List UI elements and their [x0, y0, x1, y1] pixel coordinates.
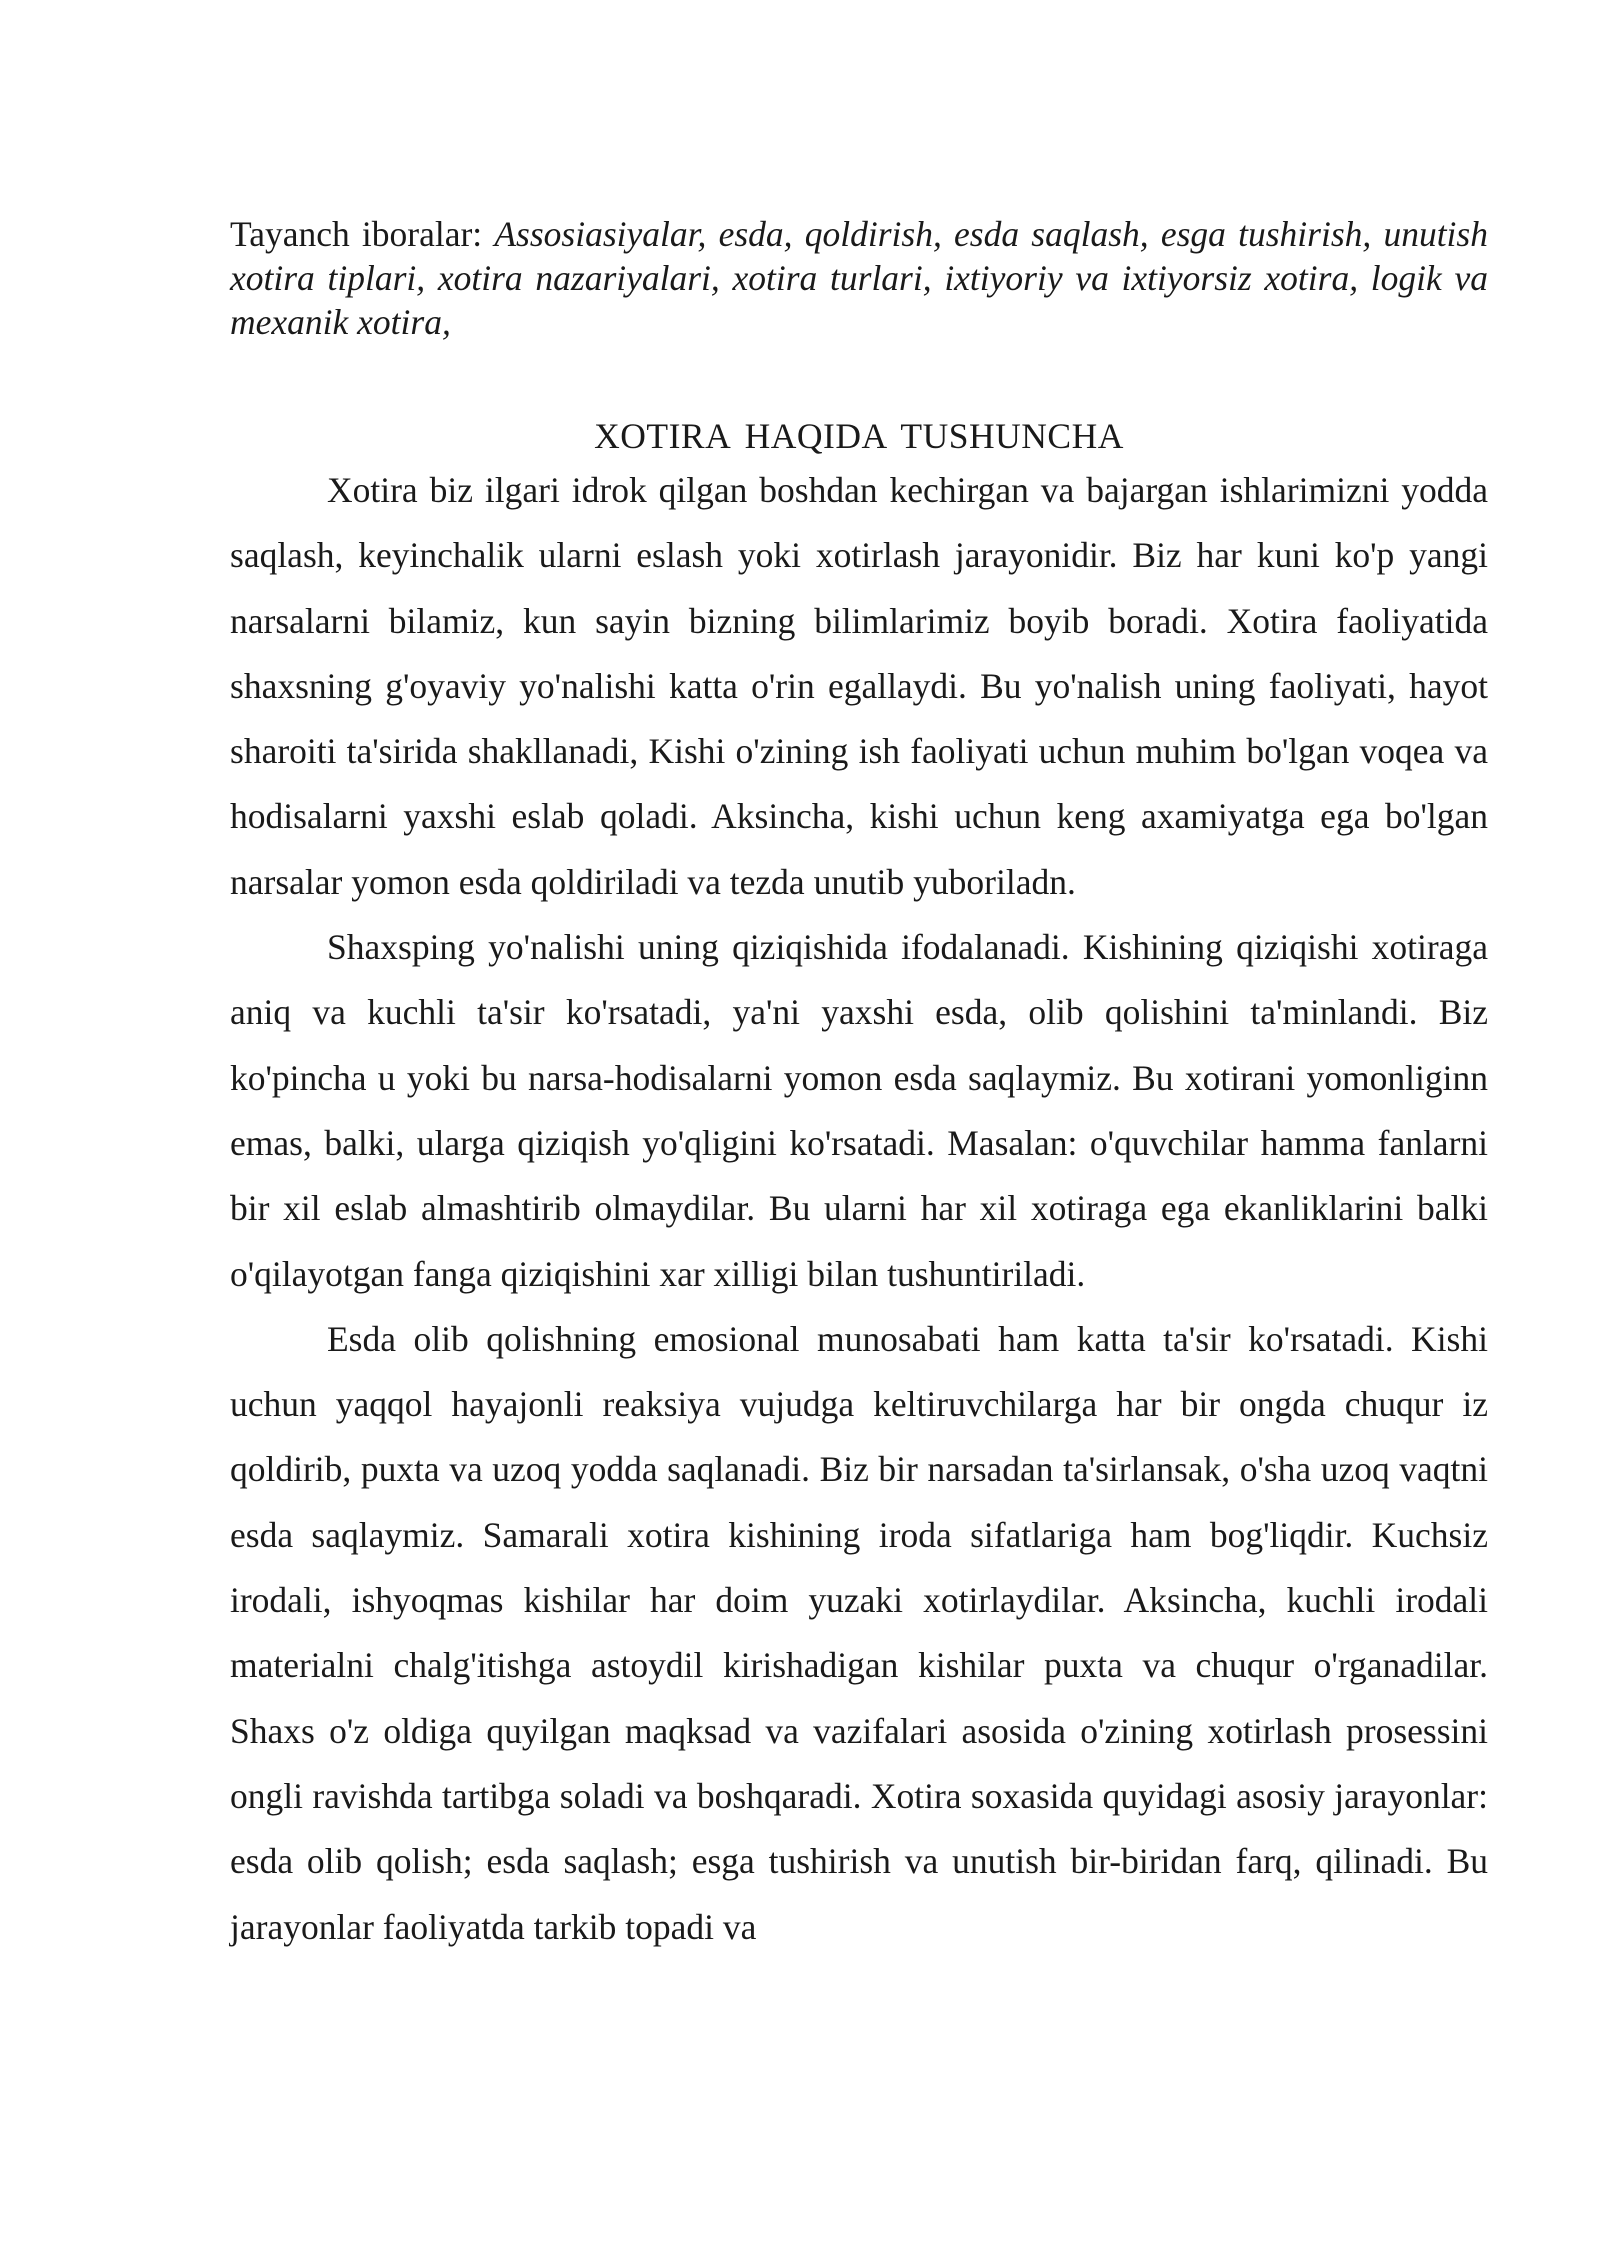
- paragraph: Shaxsping yo'nalishi uning qiziqishida ifodalanadi. Kishining qiziqishi xotiraga aniq va kuchli ta'sir ko'rsatadi, ya'ni yaxshi esda, olib qolishini ta'minlandi. Biz ko'pincha u yoki bu narsa-hodisalarni yomon esda saqlaymiz. Bu xotirani yomonliginn emas, balki, ularga qiziqish yo'qligini ko'rsatadi. Masalan: o'quvchilar hamma fanlarni bir xil eslab almashtirib olmaydilar. Bu ularni har xil xotiraga ega ekanliklarini balki o'qilayotgan fanga qiziqishini xar xilligi bilan tushuntiriladi.: [230, 927, 1488, 1294]
- keywords-block: [230, 212, 1488, 344]
- body-text: [230, 458, 1488, 1960]
- keywords-label: Tayanch iboralar:: [230, 214, 495, 254]
- keywords-list: Assosiasiyalar, esda, qoldirish, esda saqlash, esga tushirish, unutish xotira tiplari, xotira nazariyalari, xotira turlari, ixtiyoriy va ixtiyorsiz xotira, logik va mexanik xotira,: [230, 214, 1488, 342]
- paragraph: Xotira biz ilgari idrok qilgan boshdan kechirgan va bajargan ishlarimizni yodda saqlash, keyinchalik ularni eslash yoki xotirlash jarayonidir. Biz har kuni ko'p yangi narsalarni bilamiz, kun sayin bizning bilimlarimiz boyib boradi. Xotira faoliyatida shaxsning g'oyaviy yo'nalishi katta o'rin egallaydi. Bu yo'nalish uning faoliyati, hayot sharoiti ta'sirida shakllanadi, Kishi o'zining ish faoliyati uchun muhim bo'lgan voqea va hodisalarni yaxshi eslab qoladi. Aksincha, kishi uchun keng axamiyatga ega bo'lgan narsalar yomon esda qoldiriladi va tezda unutib yuboriladn.: [230, 470, 1488, 902]
- paragraph: Esda olib qolishning emosional munosabati ham katta ta'sir ko'rsatadi. Kishi uchun yaqqol hayajonli reaksiya vujudga keltiruvchilarga har bir ongda chuqur iz qoldirib, puxta va uzoq yodda saqlanadi. Biz bir narsadan ta'sirlansak, o'sha uzoq vaqtni esda saqlaymiz. Samarali xotira kishining iroda sifatlariga ham bog'liqdir. Kuchsiz irodali, ishyoqmas kishilar har doim yuzaki xotirlaydilar. Aksincha, kuchli irodali materialni chalg'itishga astoydil kirishadigan kishilar puxta va chuqur o'rganadilar. Shaxs o'z oldiga quyilgan maqksad va vazifalari asosida o'zining xotirlash prosessini ongli ravishda tartibga soladi va boshqaradi. Xotira soxasida quyidagi asosiy jarayonlar: esda olib qolish; esda saqlash; esga tushirish va unutish bir-biridan farq, qilinadi. Bu jarayonlar faoliyatda tarkib topadi va: [230, 1318, 1488, 1947]
- document-page: [230, 212, 1488, 1960]
- section-heading: XOTIRA HAQIDA TUSHUNCHA: [594, 416, 1124, 456]
